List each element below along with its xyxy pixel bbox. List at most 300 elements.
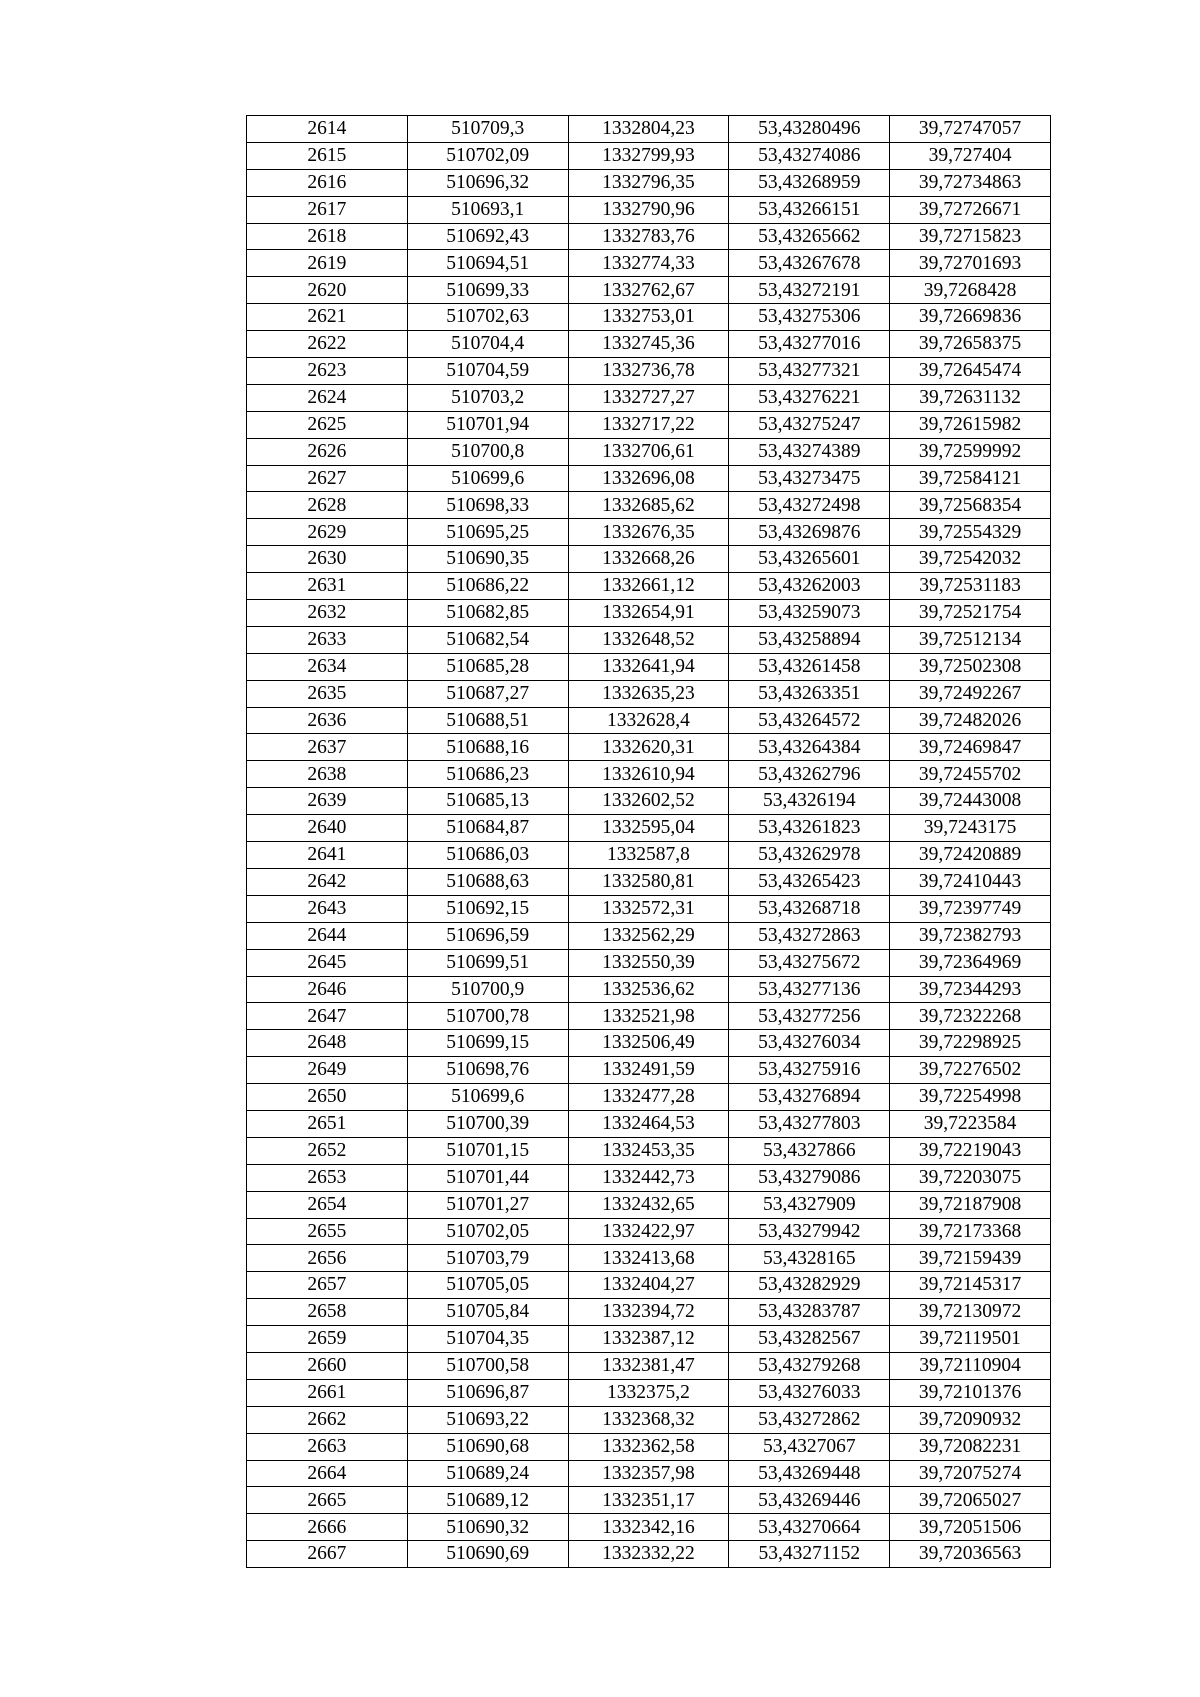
latitude-cell: 53,43264384 <box>729 734 890 761</box>
table-row <box>247 707 1051 734</box>
x-coordinate-cell: 510699,15 <box>407 1030 568 1057</box>
point-number-cell: 2632 <box>247 600 408 627</box>
table-row <box>247 492 1051 519</box>
y-coordinate-cell: 1332774,33 <box>568 250 729 277</box>
x-coordinate-cell: 510704,35 <box>407 1326 568 1353</box>
latitude-cell: 53,43279086 <box>729 1164 890 1191</box>
table-row <box>247 519 1051 546</box>
table-row <box>247 626 1051 653</box>
y-coordinate-cell: 1332796,35 <box>568 169 729 196</box>
table-row <box>247 250 1051 277</box>
latitude-cell: 53,43275247 <box>729 411 890 438</box>
y-coordinate-cell: 1332753,01 <box>568 304 729 331</box>
longitude-cell: 39,72119501 <box>890 1326 1051 1353</box>
y-coordinate-cell: 1332602,52 <box>568 788 729 815</box>
x-coordinate-cell: 510689,24 <box>407 1460 568 1487</box>
table-row <box>247 277 1051 304</box>
x-coordinate-cell: 510701,15 <box>407 1137 568 1164</box>
point-number-cell: 2619 <box>247 250 408 277</box>
table-row <box>247 1057 1051 1084</box>
table-row <box>247 1460 1051 1487</box>
point-number-cell: 2629 <box>247 519 408 546</box>
table-row <box>247 1514 1051 1541</box>
x-coordinate-cell: 510700,78 <box>407 1003 568 1030</box>
y-coordinate-cell: 1332422,97 <box>568 1218 729 1245</box>
y-coordinate-cell: 1332804,23 <box>568 116 729 143</box>
longitude-cell: 39,72615982 <box>890 411 1051 438</box>
x-coordinate-cell: 510692,43 <box>407 223 568 250</box>
latitude-cell: 53,43264572 <box>729 707 890 734</box>
latitude-cell: 53,43267678 <box>729 250 890 277</box>
point-number-cell: 2667 <box>247 1541 408 1568</box>
longitude-cell: 39,72734863 <box>890 169 1051 196</box>
latitude-cell: 53,43277803 <box>729 1110 890 1137</box>
x-coordinate-cell: 510698,33 <box>407 492 568 519</box>
point-number-cell: 2617 <box>247 196 408 223</box>
longitude-cell: 39,72145317 <box>890 1272 1051 1299</box>
latitude-cell: 53,43265423 <box>729 868 890 895</box>
table-row <box>247 895 1051 922</box>
table-row <box>247 653 1051 680</box>
latitude-cell: 53,43276033 <box>729 1379 890 1406</box>
y-coordinate-cell: 1332442,73 <box>568 1164 729 1191</box>
latitude-cell: 53,43274389 <box>729 438 890 465</box>
x-coordinate-cell: 510688,51 <box>407 707 568 734</box>
latitude-cell: 53,43283787 <box>729 1299 890 1326</box>
latitude-cell: 53,43279268 <box>729 1352 890 1379</box>
latitude-cell: 53,43266151 <box>729 196 890 223</box>
y-coordinate-cell: 1332668,26 <box>568 546 729 573</box>
x-coordinate-cell: 510687,27 <box>407 680 568 707</box>
longitude-cell: 39,72130972 <box>890 1299 1051 1326</box>
table-row <box>247 976 1051 1003</box>
point-number-cell: 2644 <box>247 922 408 949</box>
point-number-cell: 2614 <box>247 116 408 143</box>
latitude-cell: 53,43261823 <box>729 815 890 842</box>
x-coordinate-cell: 510690,69 <box>407 1541 568 1568</box>
x-coordinate-cell: 510699,33 <box>407 277 568 304</box>
y-coordinate-cell: 1332745,36 <box>568 331 729 358</box>
x-coordinate-cell: 510686,22 <box>407 573 568 600</box>
longitude-cell: 39,7268428 <box>890 277 1051 304</box>
table-row <box>247 1541 1051 1568</box>
x-coordinate-cell: 510682,54 <box>407 626 568 653</box>
x-coordinate-cell: 510705,05 <box>407 1272 568 1299</box>
latitude-cell: 53,43269876 <box>729 519 890 546</box>
y-coordinate-cell: 1332696,08 <box>568 465 729 492</box>
y-coordinate-cell: 1332464,53 <box>568 1110 729 1137</box>
latitude-cell: 53,43277016 <box>729 331 890 358</box>
x-coordinate-cell: 510684,87 <box>407 815 568 842</box>
longitude-cell: 39,72502308 <box>890 653 1051 680</box>
longitude-cell: 39,72568354 <box>890 492 1051 519</box>
latitude-cell: 53,43272498 <box>729 492 890 519</box>
longitude-cell: 39,72082231 <box>890 1433 1051 1460</box>
latitude-cell: 53,43276894 <box>729 1084 890 1111</box>
x-coordinate-cell: 510693,22 <box>407 1406 568 1433</box>
longitude-cell: 39,72065027 <box>890 1487 1051 1514</box>
point-number-cell: 2641 <box>247 842 408 869</box>
table-row <box>247 196 1051 223</box>
latitude-cell: 53,4328165 <box>729 1245 890 1272</box>
x-coordinate-cell: 510704,4 <box>407 331 568 358</box>
x-coordinate-cell: 510689,12 <box>407 1487 568 1514</box>
longitude-cell: 39,72482026 <box>890 707 1051 734</box>
coordinates-table <box>246 115 1051 1568</box>
x-coordinate-cell: 510700,9 <box>407 976 568 1003</box>
latitude-cell: 53,43272862 <box>729 1406 890 1433</box>
y-coordinate-cell: 1332661,12 <box>568 573 729 600</box>
y-coordinate-cell: 1332387,12 <box>568 1326 729 1353</box>
longitude-cell: 39,72531183 <box>890 573 1051 600</box>
longitude-cell: 39,72276502 <box>890 1057 1051 1084</box>
point-number-cell: 2643 <box>247 895 408 922</box>
latitude-cell: 53,43275916 <box>729 1057 890 1084</box>
point-number-cell: 2635 <box>247 680 408 707</box>
latitude-cell: 53,43269448 <box>729 1460 890 1487</box>
longitude-cell: 39,72554329 <box>890 519 1051 546</box>
y-coordinate-cell: 1332381,47 <box>568 1352 729 1379</box>
table-row <box>247 1379 1051 1406</box>
longitude-cell: 39,7223584 <box>890 1110 1051 1137</box>
point-number-cell: 2653 <box>247 1164 408 1191</box>
y-coordinate-cell: 1332635,23 <box>568 680 729 707</box>
longitude-cell: 39,72492267 <box>890 680 1051 707</box>
x-coordinate-cell: 510701,27 <box>407 1191 568 1218</box>
y-coordinate-cell: 1332790,96 <box>568 196 729 223</box>
latitude-cell: 53,43258894 <box>729 626 890 653</box>
x-coordinate-cell: 510703,2 <box>407 384 568 411</box>
latitude-cell: 53,43272191 <box>729 277 890 304</box>
table-row <box>247 1110 1051 1137</box>
point-number-cell: 2659 <box>247 1326 408 1353</box>
x-coordinate-cell: 510685,28 <box>407 653 568 680</box>
table-row <box>247 868 1051 895</box>
table-row <box>247 1433 1051 1460</box>
table-row <box>247 922 1051 949</box>
x-coordinate-cell: 510701,94 <box>407 411 568 438</box>
table-row <box>247 1487 1051 1514</box>
table-row <box>247 304 1051 331</box>
x-coordinate-cell: 510682,85 <box>407 600 568 627</box>
latitude-cell: 53,43273475 <box>729 465 890 492</box>
longitude-cell: 39,72322268 <box>890 1003 1051 1030</box>
x-coordinate-cell: 510709,3 <box>407 116 568 143</box>
latitude-cell: 53,43262978 <box>729 842 890 869</box>
latitude-cell: 53,43268959 <box>729 169 890 196</box>
longitude-cell: 39,72101376 <box>890 1379 1051 1406</box>
point-number-cell: 2652 <box>247 1137 408 1164</box>
x-coordinate-cell: 510686,03 <box>407 842 568 869</box>
longitude-cell: 39,72726671 <box>890 196 1051 223</box>
latitude-cell: 53,43277256 <box>729 1003 890 1030</box>
longitude-cell: 39,72187908 <box>890 1191 1051 1218</box>
table-row <box>247 949 1051 976</box>
table-row <box>247 680 1051 707</box>
table-row <box>247 384 1051 411</box>
point-number-cell: 2663 <box>247 1433 408 1460</box>
longitude-cell: 39,72521754 <box>890 600 1051 627</box>
point-number-cell: 2649 <box>247 1057 408 1084</box>
point-number-cell: 2650 <box>247 1084 408 1111</box>
table-row <box>247 1272 1051 1299</box>
y-coordinate-cell: 1332550,39 <box>568 949 729 976</box>
longitude-cell: 39,72410443 <box>890 868 1051 895</box>
table-row <box>247 1406 1051 1433</box>
longitude-cell: 39,72599992 <box>890 438 1051 465</box>
point-number-cell: 2637 <box>247 734 408 761</box>
longitude-cell: 39,72036563 <box>890 1541 1051 1568</box>
y-coordinate-cell: 1332736,78 <box>568 358 729 385</box>
longitude-cell: 39,72469847 <box>890 734 1051 761</box>
latitude-cell: 53,43262003 <box>729 573 890 600</box>
longitude-cell: 39,72512134 <box>890 626 1051 653</box>
latitude-cell: 53,43269446 <box>729 1487 890 1514</box>
point-number-cell: 2616 <box>247 169 408 196</box>
x-coordinate-cell: 510688,63 <box>407 868 568 895</box>
longitude-cell: 39,72701693 <box>890 250 1051 277</box>
latitude-cell: 53,43274086 <box>729 142 890 169</box>
table-row <box>247 438 1051 465</box>
point-number-cell: 2624 <box>247 384 408 411</box>
latitude-cell: 53,43272863 <box>729 922 890 949</box>
longitude-cell: 39,72344293 <box>890 976 1051 1003</box>
table-row <box>247 1030 1051 1057</box>
y-coordinate-cell: 1332332,22 <box>568 1541 729 1568</box>
y-coordinate-cell: 1332762,67 <box>568 277 729 304</box>
latitude-cell: 53,43282929 <box>729 1272 890 1299</box>
point-number-cell: 2648 <box>247 1030 408 1057</box>
latitude-cell: 53,43277136 <box>729 976 890 1003</box>
point-number-cell: 2627 <box>247 465 408 492</box>
point-number-cell: 2625 <box>247 411 408 438</box>
table-row <box>247 116 1051 143</box>
x-coordinate-cell: 510701,44 <box>407 1164 568 1191</box>
point-number-cell: 2666 <box>247 1514 408 1541</box>
point-number-cell: 2654 <box>247 1191 408 1218</box>
longitude-cell: 39,72173368 <box>890 1218 1051 1245</box>
point-number-cell: 2647 <box>247 1003 408 1030</box>
point-number-cell: 2651 <box>247 1110 408 1137</box>
table-row <box>247 358 1051 385</box>
point-number-cell: 2630 <box>247 546 408 573</box>
longitude-cell: 39,72219043 <box>890 1137 1051 1164</box>
latitude-cell: 53,43261458 <box>729 653 890 680</box>
latitude-cell: 53,4326194 <box>729 788 890 815</box>
table-row <box>247 761 1051 788</box>
table-row <box>247 1003 1051 1030</box>
point-number-cell: 2639 <box>247 788 408 815</box>
longitude-cell: 39,72669836 <box>890 304 1051 331</box>
x-coordinate-cell: 510705,84 <box>407 1299 568 1326</box>
point-number-cell: 2646 <box>247 976 408 1003</box>
point-number-cell: 2657 <box>247 1272 408 1299</box>
longitude-cell: 39,72397749 <box>890 895 1051 922</box>
point-number-cell: 2660 <box>247 1352 408 1379</box>
y-coordinate-cell: 1332477,28 <box>568 1084 729 1111</box>
latitude-cell: 53,43275306 <box>729 304 890 331</box>
table-row <box>247 788 1051 815</box>
latitude-cell: 53,43280496 <box>729 116 890 143</box>
longitude-cell: 39,72075274 <box>890 1460 1051 1487</box>
x-coordinate-cell: 510700,8 <box>407 438 568 465</box>
point-number-cell: 2636 <box>247 707 408 734</box>
table-row <box>247 546 1051 573</box>
latitude-cell: 53,43279942 <box>729 1218 890 1245</box>
point-number-cell: 2638 <box>247 761 408 788</box>
table-row <box>247 465 1051 492</box>
longitude-cell: 39,72051506 <box>890 1514 1051 1541</box>
y-coordinate-cell: 1332610,94 <box>568 761 729 788</box>
table-row <box>247 1326 1051 1353</box>
longitude-cell: 39,7243175 <box>890 815 1051 842</box>
x-coordinate-cell: 510696,59 <box>407 922 568 949</box>
y-coordinate-cell: 1332654,91 <box>568 600 729 627</box>
x-coordinate-cell: 510693,1 <box>407 196 568 223</box>
table-row <box>247 815 1051 842</box>
point-number-cell: 2665 <box>247 1487 408 1514</box>
latitude-cell: 53,4327067 <box>729 1433 890 1460</box>
point-number-cell: 2622 <box>247 331 408 358</box>
table-row <box>247 1245 1051 1272</box>
point-number-cell: 2626 <box>247 438 408 465</box>
y-coordinate-cell: 1332491,59 <box>568 1057 729 1084</box>
y-coordinate-cell: 1332783,76 <box>568 223 729 250</box>
y-coordinate-cell: 1332706,61 <box>568 438 729 465</box>
table-row <box>247 1084 1051 1111</box>
y-coordinate-cell: 1332453,35 <box>568 1137 729 1164</box>
x-coordinate-cell: 510700,58 <box>407 1352 568 1379</box>
latitude-cell: 53,43276034 <box>729 1030 890 1057</box>
latitude-cell: 53,43265662 <box>729 223 890 250</box>
latitude-cell: 53,43263351 <box>729 680 890 707</box>
point-number-cell: 2620 <box>247 277 408 304</box>
longitude-cell: 39,72542032 <box>890 546 1051 573</box>
y-coordinate-cell: 1332357,98 <box>568 1460 729 1487</box>
point-number-cell: 2655 <box>247 1218 408 1245</box>
y-coordinate-cell: 1332727,27 <box>568 384 729 411</box>
longitude-cell: 39,72364969 <box>890 949 1051 976</box>
longitude-cell: 39,72715823 <box>890 223 1051 250</box>
point-number-cell: 2633 <box>247 626 408 653</box>
y-coordinate-cell: 1332521,98 <box>568 1003 729 1030</box>
y-coordinate-cell: 1332375,2 <box>568 1379 729 1406</box>
longitude-cell: 39,72747057 <box>890 116 1051 143</box>
y-coordinate-cell: 1332676,35 <box>568 519 729 546</box>
longitude-cell: 39,72420889 <box>890 842 1051 869</box>
latitude-cell: 53,43268718 <box>729 895 890 922</box>
table-row <box>247 1137 1051 1164</box>
point-number-cell: 2618 <box>247 223 408 250</box>
point-number-cell: 2631 <box>247 573 408 600</box>
table-row <box>247 1299 1051 1326</box>
point-number-cell: 2628 <box>247 492 408 519</box>
y-coordinate-cell: 1332595,04 <box>568 815 729 842</box>
x-coordinate-cell: 510703,79 <box>407 1245 568 1272</box>
latitude-cell: 53,43276221 <box>729 384 890 411</box>
point-number-cell: 2634 <box>247 653 408 680</box>
x-coordinate-cell: 510699,51 <box>407 949 568 976</box>
table-row <box>247 573 1051 600</box>
x-coordinate-cell: 510690,68 <box>407 1433 568 1460</box>
longitude-cell: 39,72382793 <box>890 922 1051 949</box>
point-number-cell: 2645 <box>247 949 408 976</box>
longitude-cell: 39,72645474 <box>890 358 1051 385</box>
longitude-cell: 39,72443008 <box>890 788 1051 815</box>
latitude-cell: 53,4327866 <box>729 1137 890 1164</box>
x-coordinate-cell: 510699,6 <box>407 1084 568 1111</box>
x-coordinate-cell: 510700,39 <box>407 1110 568 1137</box>
y-coordinate-cell: 1332404,27 <box>568 1272 729 1299</box>
x-coordinate-cell: 510686,23 <box>407 761 568 788</box>
point-number-cell: 2642 <box>247 868 408 895</box>
table-row <box>247 600 1051 627</box>
y-coordinate-cell: 1332572,31 <box>568 895 729 922</box>
x-coordinate-cell: 510699,6 <box>407 465 568 492</box>
point-number-cell: 2621 <box>247 304 408 331</box>
x-coordinate-cell: 510690,32 <box>407 1514 568 1541</box>
y-coordinate-cell: 1332351,17 <box>568 1487 729 1514</box>
y-coordinate-cell: 1332620,31 <box>568 734 729 761</box>
y-coordinate-cell: 1332580,81 <box>568 868 729 895</box>
coordinates-table-body <box>247 116 1051 1568</box>
table-row <box>247 169 1051 196</box>
point-number-cell: 2656 <box>247 1245 408 1272</box>
y-coordinate-cell: 1332432,65 <box>568 1191 729 1218</box>
latitude-cell: 53,43270664 <box>729 1514 890 1541</box>
x-coordinate-cell: 510702,05 <box>407 1218 568 1245</box>
y-coordinate-cell: 1332506,49 <box>568 1030 729 1057</box>
longitude-cell: 39,72658375 <box>890 331 1051 358</box>
x-coordinate-cell: 510696,87 <box>407 1379 568 1406</box>
y-coordinate-cell: 1332685,62 <box>568 492 729 519</box>
x-coordinate-cell: 510688,16 <box>407 734 568 761</box>
latitude-cell: 53,4327909 <box>729 1191 890 1218</box>
y-coordinate-cell: 1332641,94 <box>568 653 729 680</box>
longitude-cell: 39,72254998 <box>890 1084 1051 1111</box>
table-row <box>247 331 1051 358</box>
longitude-cell: 39,72631132 <box>890 384 1051 411</box>
table-row <box>247 223 1051 250</box>
y-coordinate-cell: 1332342,16 <box>568 1514 729 1541</box>
point-number-cell: 2664 <box>247 1460 408 1487</box>
latitude-cell: 53,43282567 <box>729 1326 890 1353</box>
y-coordinate-cell: 1332717,22 <box>568 411 729 438</box>
longitude-cell: 39,72584121 <box>890 465 1051 492</box>
point-number-cell: 2640 <box>247 815 408 842</box>
point-number-cell: 2615 <box>247 142 408 169</box>
point-number-cell: 2658 <box>247 1299 408 1326</box>
longitude-cell: 39,72298925 <box>890 1030 1051 1057</box>
longitude-cell: 39,727404 <box>890 142 1051 169</box>
point-number-cell: 2623 <box>247 358 408 385</box>
table-row <box>247 1218 1051 1245</box>
point-number-cell: 2662 <box>247 1406 408 1433</box>
longitude-cell: 39,72203075 <box>890 1164 1051 1191</box>
y-coordinate-cell: 1332562,29 <box>568 922 729 949</box>
x-coordinate-cell: 510695,25 <box>407 519 568 546</box>
y-coordinate-cell: 1332368,32 <box>568 1406 729 1433</box>
point-number-cell: 2661 <box>247 1379 408 1406</box>
table-row <box>247 734 1051 761</box>
y-coordinate-cell: 1332394,72 <box>568 1299 729 1326</box>
longitude-cell: 39,72455702 <box>890 761 1051 788</box>
x-coordinate-cell: 510698,76 <box>407 1057 568 1084</box>
x-coordinate-cell: 510704,59 <box>407 358 568 385</box>
longitude-cell: 39,72159439 <box>890 1245 1051 1272</box>
latitude-cell: 53,43277321 <box>729 358 890 385</box>
table-row <box>247 842 1051 869</box>
